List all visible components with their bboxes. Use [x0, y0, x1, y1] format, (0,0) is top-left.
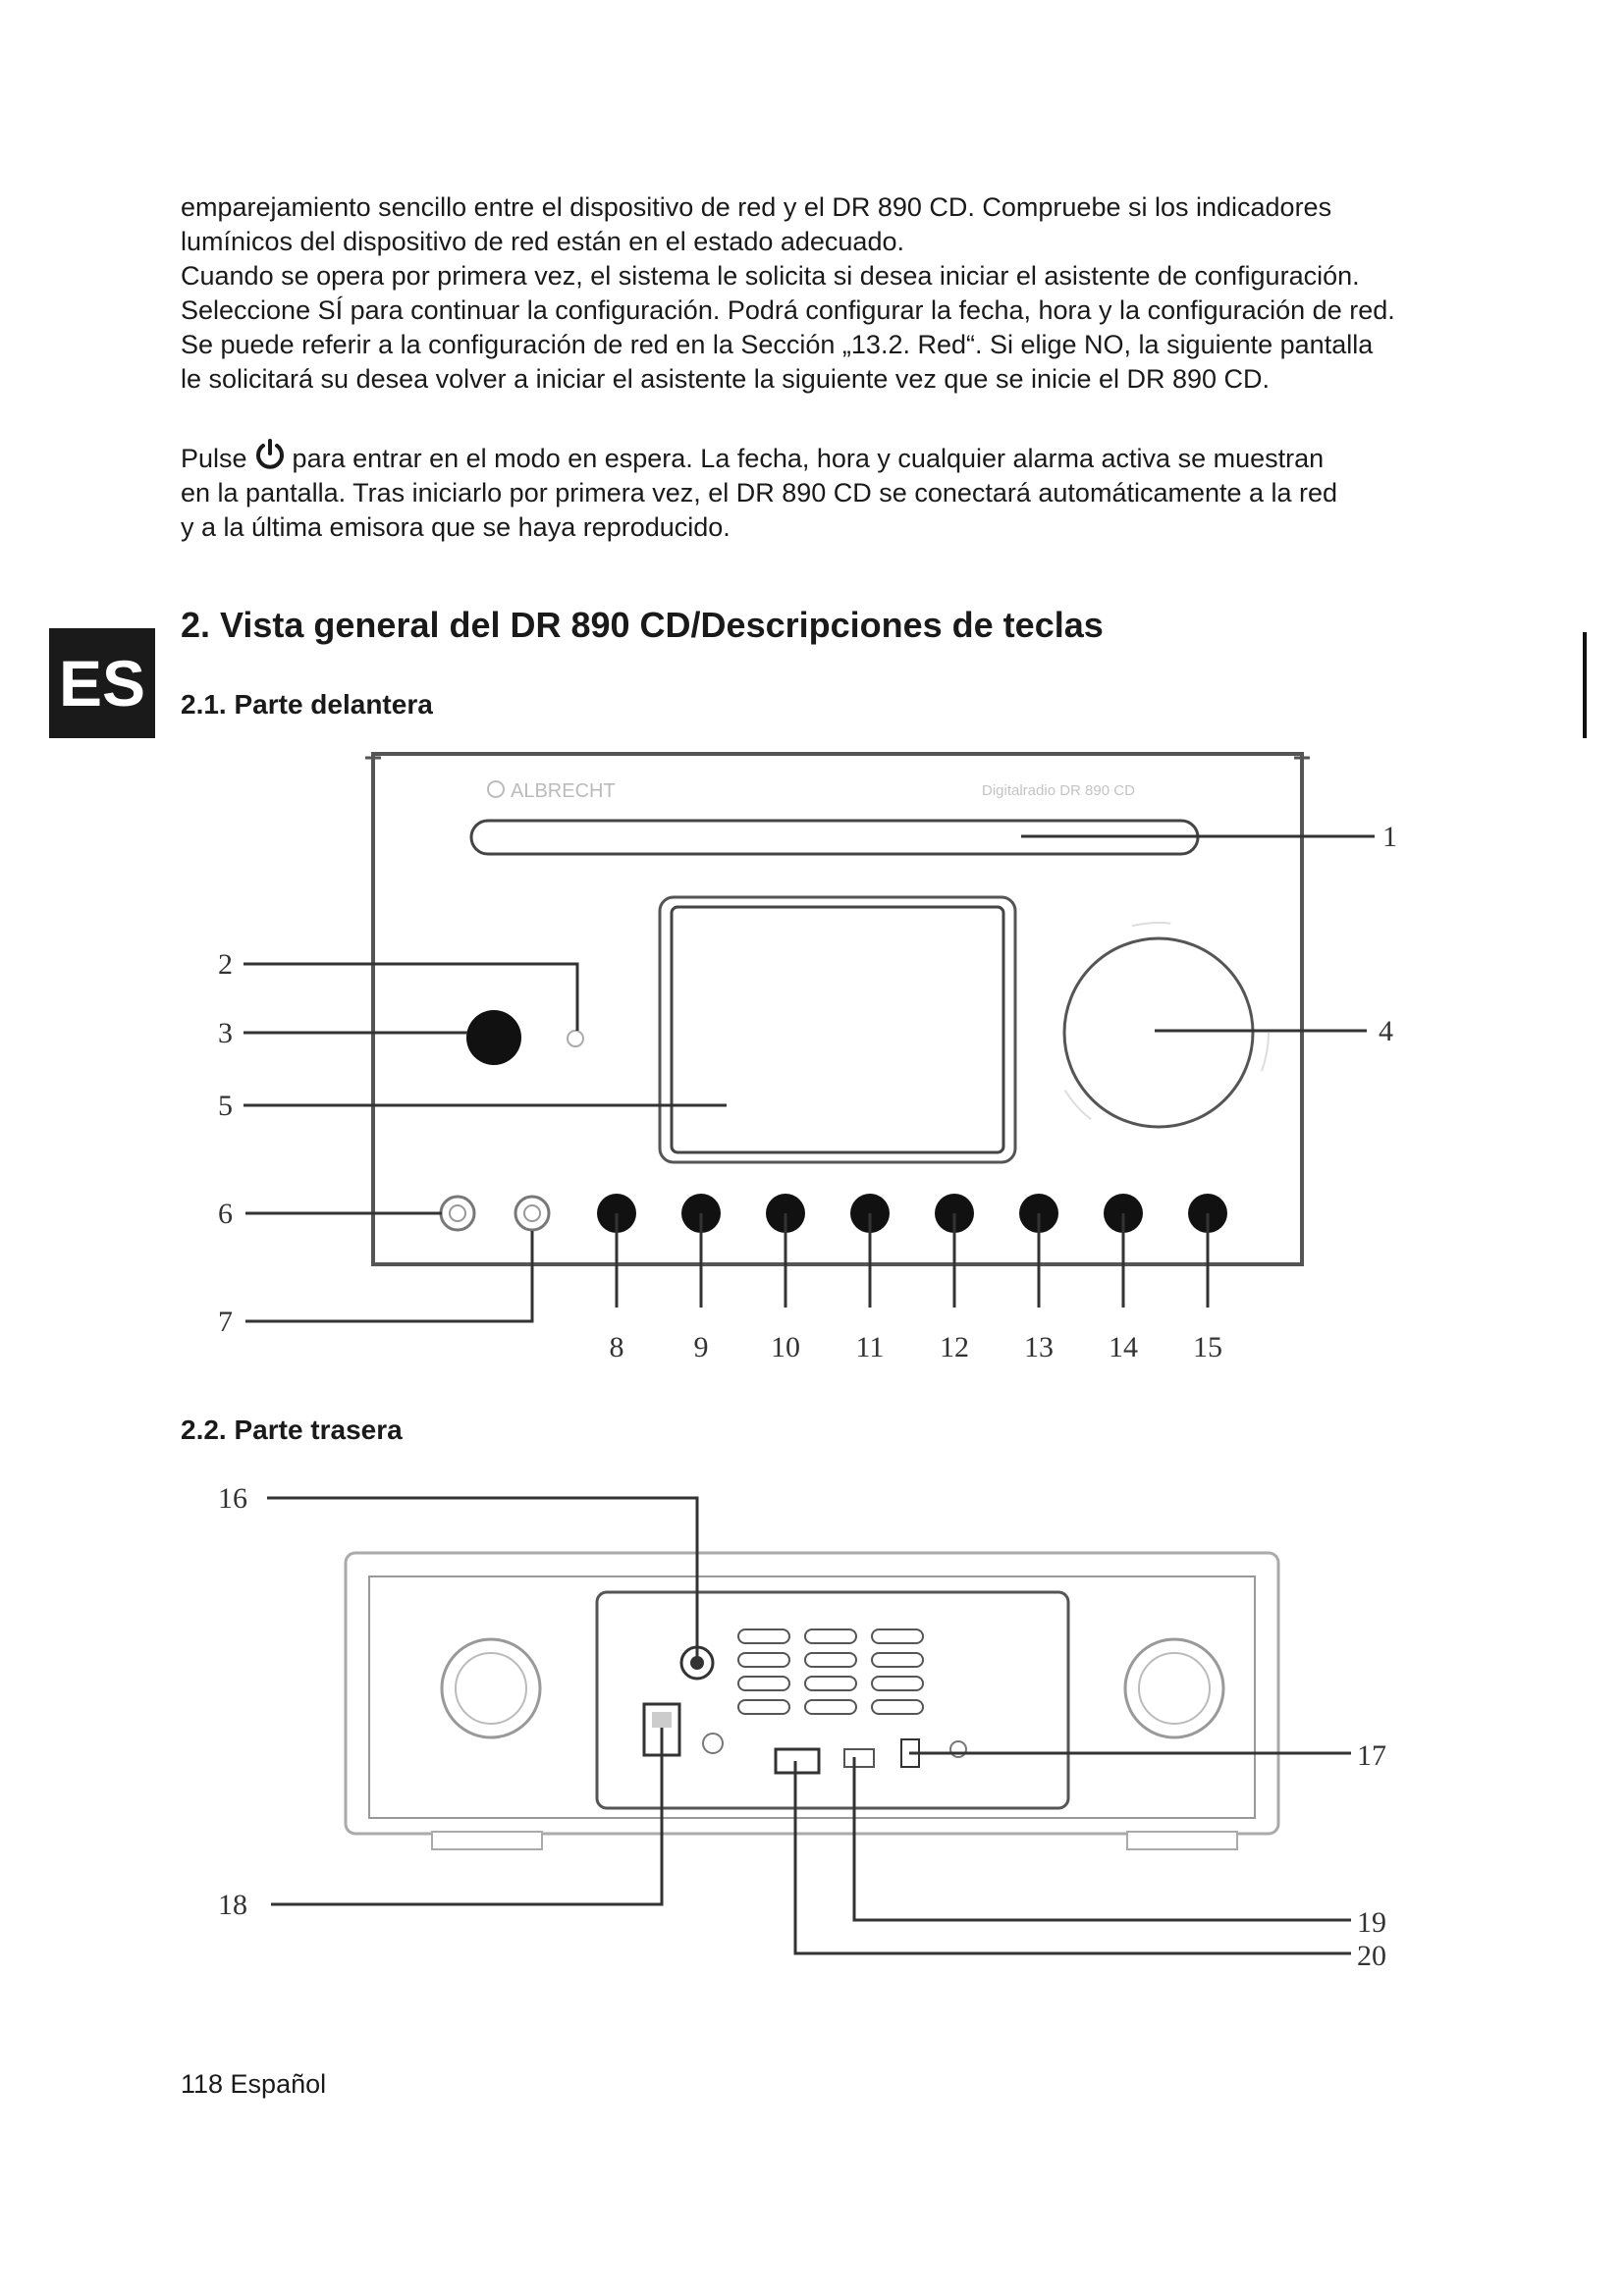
- callout-4: 4: [1379, 1015, 1393, 1047]
- callout-6: 6: [218, 1198, 233, 1230]
- brand-text: ALBRECHT: [511, 780, 616, 802]
- callout-10: 10: [771, 1331, 800, 1363]
- screw: [950, 1741, 966, 1757]
- callout-1: 1: [1382, 821, 1397, 853]
- intro-line: Cuando se opera por primera vez, el sistema le solicita si desea iniciar el asistente de configuración.: [181, 261, 1360, 291]
- callout-3: 3: [218, 1017, 233, 1049]
- lan-port: [776, 1749, 819, 1773]
- callout-12: 12: [940, 1331, 969, 1363]
- ir-sensor: [568, 1031, 583, 1046]
- page-footer: 118 Español: [181, 2069, 327, 2099]
- power-knob: [466, 1010, 521, 1065]
- power-switch: [644, 1704, 679, 1755]
- dc-jack: [703, 1734, 723, 1753]
- callout-19: 19: [1357, 1906, 1386, 1939]
- left-foot: [432, 1832, 542, 1849]
- language-tab: ES: [49, 628, 155, 738]
- callout-7: 7: [218, 1306, 233, 1338]
- intro-line: lumínicos del dispositivo de red están en el estado adecuado.: [181, 227, 904, 256]
- callout-20: 20: [1357, 1940, 1386, 1972]
- intro-line: Seleccione SÍ para continuar la configuración. Podrá configurar la fecha, hora y la configuración de red.: [181, 295, 1395, 325]
- rear-housing: [346, 1553, 1278, 1834]
- display-screen: [672, 907, 1003, 1152]
- callout-9: 9: [693, 1331, 709, 1363]
- callout-13: 13: [1024, 1331, 1054, 1363]
- callout-15: 15: [1193, 1331, 1222, 1363]
- antenna-connector: [681, 1647, 713, 1679]
- standby-line: y a la última emisora que se haya reproducido.: [181, 512, 731, 542]
- callout-14: 14: [1109, 1331, 1138, 1363]
- rear-title: 2.2. Parte trasera: [181, 1415, 403, 1445]
- line-out-port: [901, 1739, 919, 1767]
- usb-service-port: [844, 1749, 874, 1767]
- connector-panel: [597, 1592, 1068, 1808]
- callout-16: 16: [218, 1482, 247, 1515]
- callout-2: 2: [218, 948, 233, 981]
- standby-prefix: Pulse: [181, 444, 247, 473]
- intro-line: Se puede referir a la configuración de red en la Sección „13.2. Red“. Si elige NO, la siguiente pantalla: [181, 330, 1374, 359]
- callout-17: 17: [1357, 1739, 1386, 1772]
- callout-11: 11: [855, 1331, 885, 1363]
- menu-knob: [1064, 938, 1253, 1127]
- vent-slots: [738, 1629, 923, 1714]
- rear-callout-labels: [218, 1482, 1386, 1972]
- callout-8: 8: [609, 1331, 624, 1363]
- usb-port: [441, 1197, 474, 1230]
- rear-callout-lines: [267, 1498, 1351, 1953]
- model-text: Digitalradio DR 890 CD: [982, 782, 1135, 799]
- right-speaker: [1125, 1639, 1223, 1737]
- intro-line: le solicitará su desea volver a iniciar el asistente la siguiente vez que se inicie el DR 890 CD.: [181, 364, 1271, 394]
- callout-5: 5: [218, 1090, 233, 1122]
- standby-line: en la pantalla. Tras iniciarlo por primera vez, el DR 890 CD se conectará automáticamente a la red: [181, 478, 1338, 507]
- intro-line: emparejamiento sencillo entre el dispositivo de red y el DR 890 CD. Compruebe si los indicadores: [181, 192, 1332, 222]
- section-title: 2. Vista general del DR 890 CD/Descripciones de teclas: [181, 605, 1104, 645]
- headphone-jack: [515, 1197, 549, 1230]
- callout-18: 18: [218, 1889, 247, 1921]
- left-speaker: [442, 1639, 540, 1737]
- standby-text: para entrar en el modo en espera. La fecha, hora y cualquier alarma activa se muestran: [292, 444, 1325, 473]
- front-title: 2.1. Parte delantera: [181, 689, 433, 720]
- right-foot: [1127, 1832, 1237, 1849]
